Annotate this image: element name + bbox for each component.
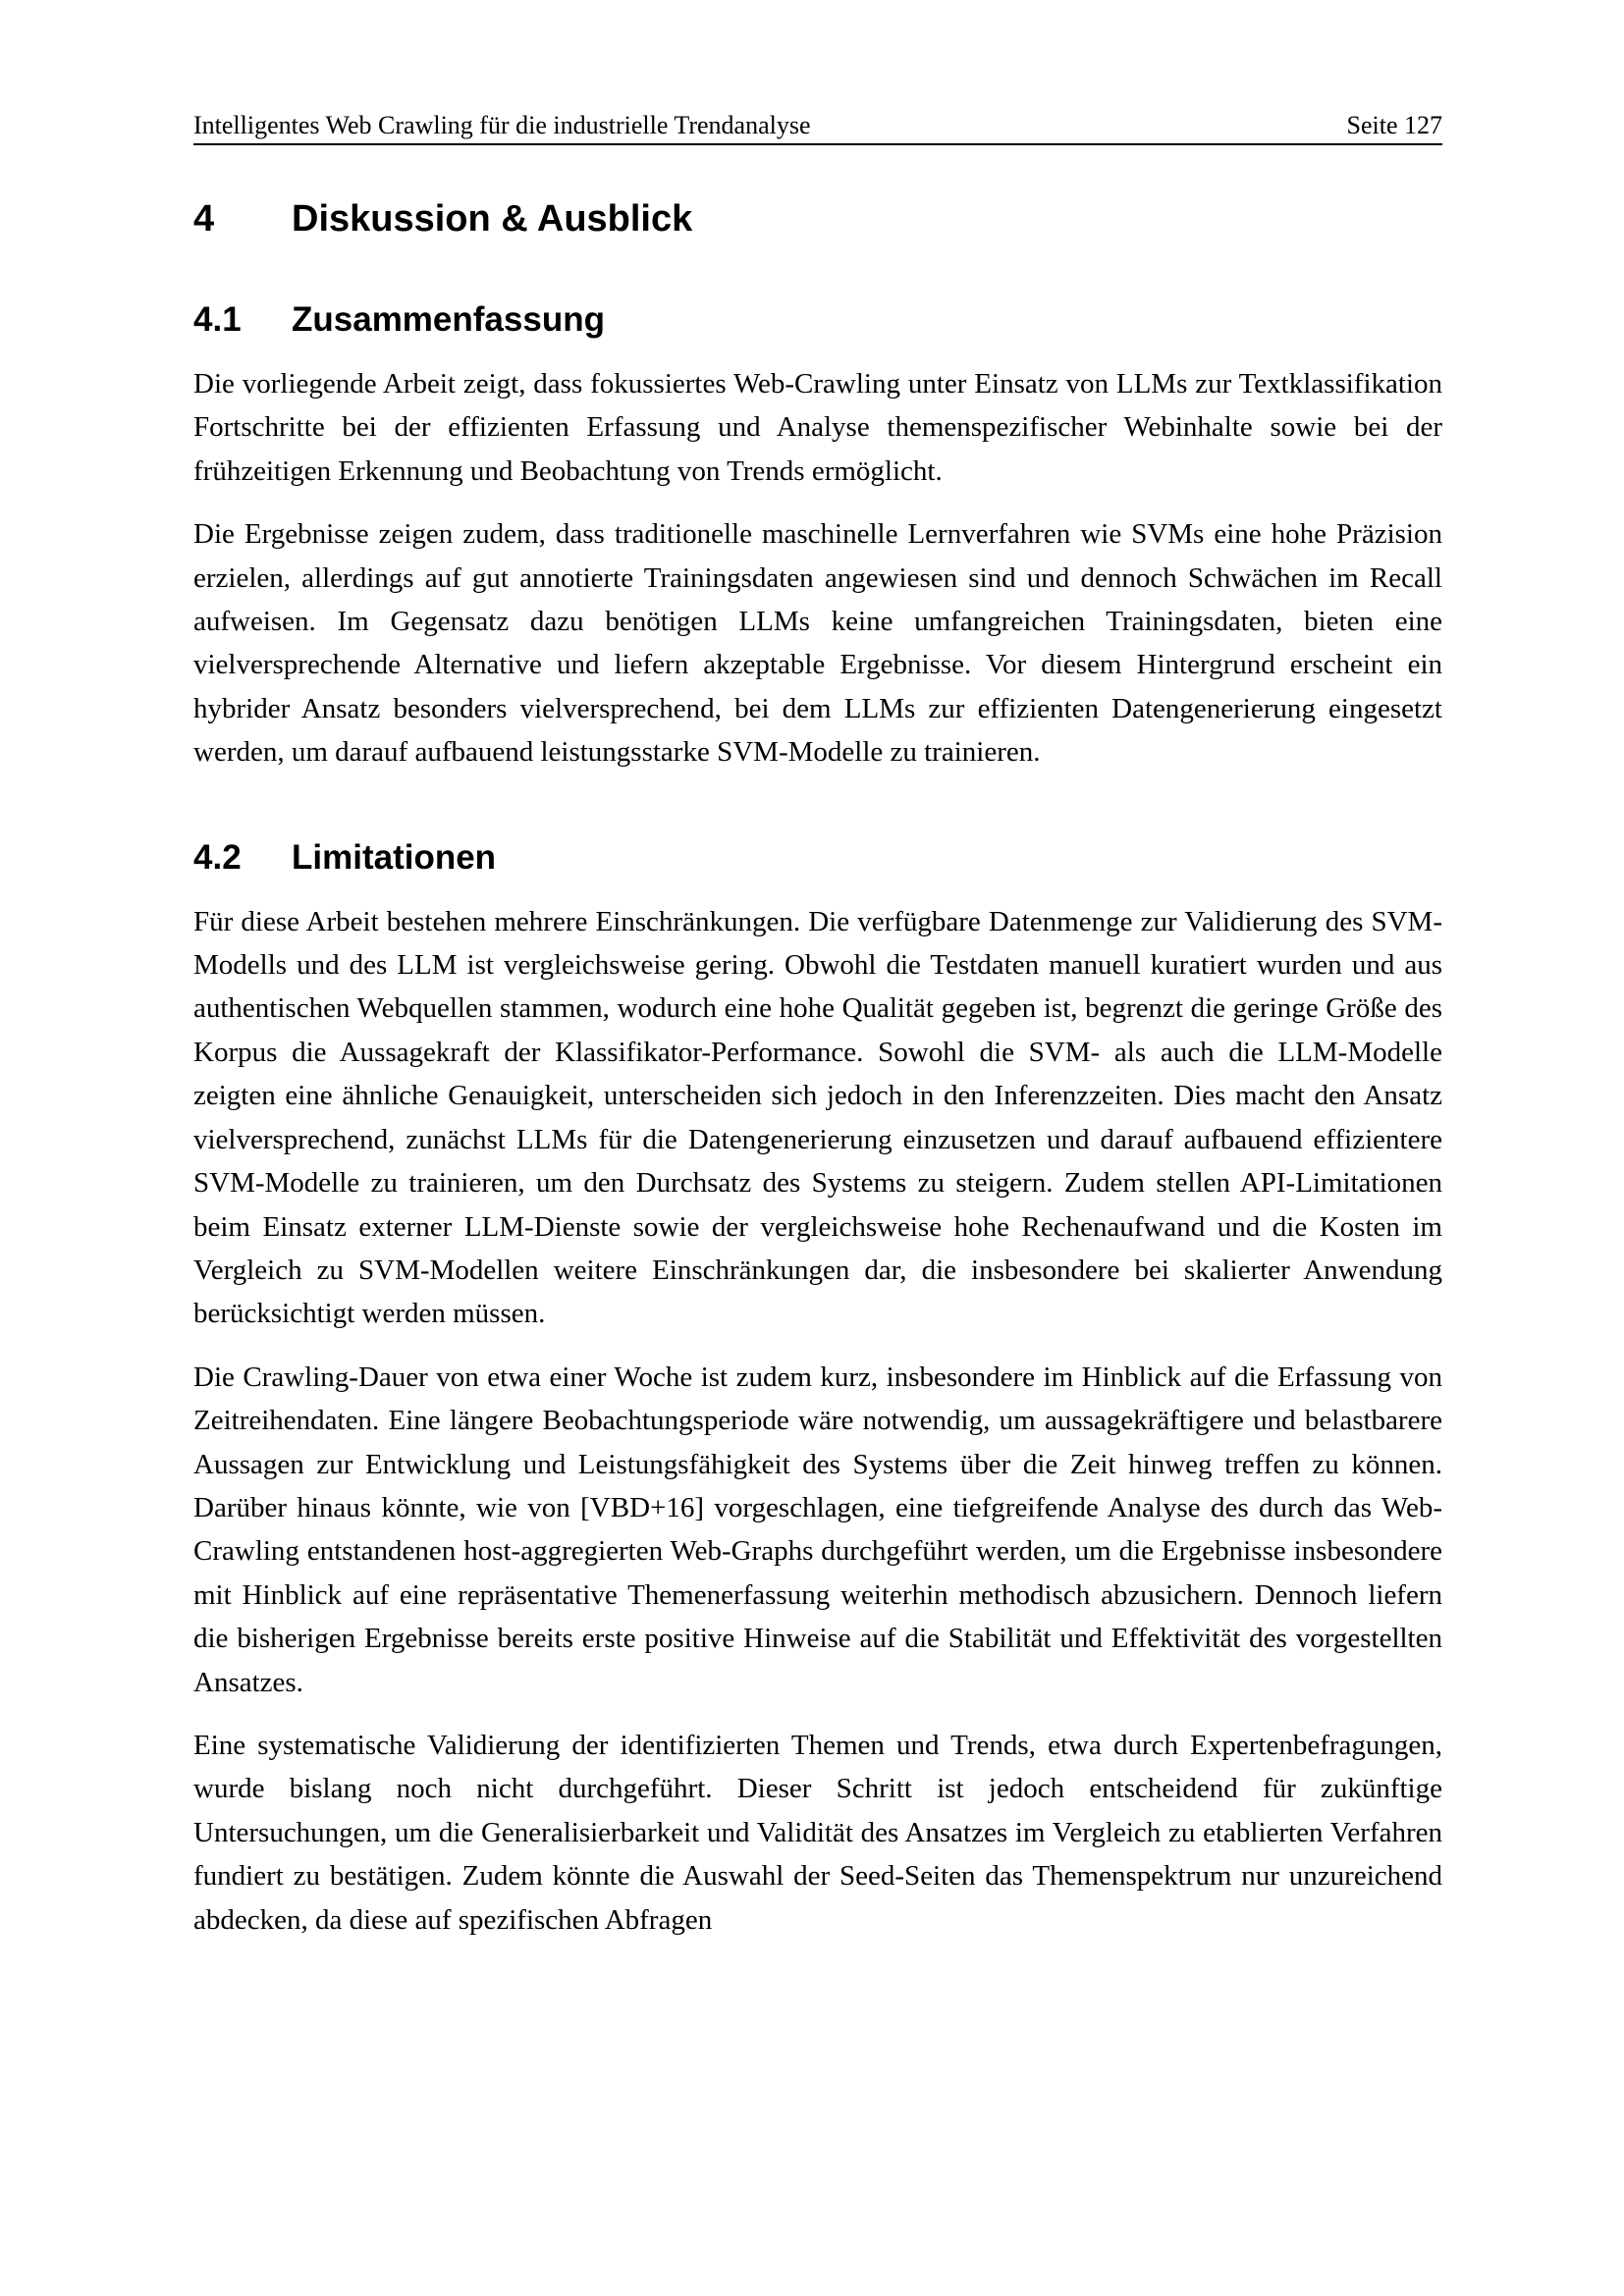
chapter-number: 4 [193,198,215,240]
paragraph: Eine systematische Validierung der identifizierten Themen und Trends, etwa durch Expertenbefragungen, wurde bislang noch nicht durchgeführt. Dieser Schritt ist jedoch entscheidend für zukünftige Untersuchungen, um die Generalisierbarkeit und Validität des Ansatzes im Vergleich zu etablierten Verfahren fundiert zu bestätigen. Zudem könnte die Auswahl der Seed-Seiten das Themenspektrum nur unzureichend abdecken, da diese auf spezifischen Abfragen [193,1729,1442,1936]
section-heading [193,297,1442,343]
section-zusammenfassung [193,297,1442,774]
chapter-heading [193,194,1442,243]
section-title: Zusammenfassung [292,300,605,339]
section-title: Limitationen [292,837,497,877]
page-number: Seite 127 [1346,111,1442,139]
chapter-title: Diskussion & Ausblick [292,198,693,240]
running-header [193,110,1442,145]
running-title: Intelligentes Web Crawling für die industrielle Trendanalyse [193,111,811,139]
main-content [193,194,1442,1961]
paragraph: Für diese Arbeit bestehen mehrere Einschränkungen. Die verfügbare Datenmenge zur Validierung des SVM-Modells und des LLM ist vergleichsweise gering. Obwohl die Testdaten manuell kuratiert wurden und aus authentischen Webquellen stammen, wodurch eine hohe Qualität gegeben ist, begrenzt die geringe Größe des Korpus die Aussagekraft der Klassifikator-Performance. Sowohl die SVM- als auch die LLM-Modelle zeigten eine ähnliche Genauigkeit, unterscheiden sich jedoch in den Inferenzzeiten. Dies macht den Ansatz vielversprechend, zunächst LLMs für die Datengenerierung einzusetzen und darauf aufbauend effizientere SVM-Modelle zu trainieren, um den Durchsatz des Systems zu steigern. Zudem stellen API-Limitationen beim Einsatz externer LLM-Dienste sowie der vergleichsweise hohe Rechenaufwand und die Kosten im Vergleich zu SVM-Modellen weitere Einschränkungen dar, die insbesondere bei skalierter Anwendung berücksichtigt werden müssen. [193,905,1442,1330]
paragraph: Die vorliegende Arbeit zeigt, dass fokussiertes Web-Crawling unter Einsatz von LLMs zur Textklassifikation Fortschritte bei der effizienten Erfassung und Analyse themenspezifischer Webinhalte sowie bei der frühzeitigen Erkennung und Beobachtung von Trends ermöglicht. [193,368,1442,487]
section-number: 4.1 [193,300,242,339]
paragraph: Die Ergebnisse zeigen zudem, dass traditionelle maschinelle Lernverfahren wie SVMs eine hohe Präzision erzielen, allerdings auf gut annotierte Trainingsdaten angewiesen sind und dennoch Schwächen im Recall aufweisen. Im Gegensatz dazu benötigen LLMs keine umfangreichen Trainingsdaten, bieten eine vielversprechende Alternative und liefern akzeptable Ergebnisse. Vor diesem Hintergrund erscheint ein hybrider Ansatz besonders vielversprechend, bei dem LLMs zur effizienten Datengenerierung eingesetzt werden, um darauf aufbauend leistungsstarke SVM-Modelle zu trainieren. [193,518,1442,769]
section-heading [193,835,1442,881]
section-number: 4.2 [193,837,242,877]
paragraph: Die Crawling-Dauer von etwa einer Woche ist zudem kurz, insbesondere im Hinblick auf die Erfassung von Zeitreihendaten. Eine längere Beobachtungsperiode wäre notwendig, um aussagekräftigere und belastbarere Aussagen zur Entwicklung und Leistungsfähigkeit des Systems über die Zeit hinweg treffen zu können. Darüber hinaus könnte, wie von [VBD+16] vorgeschlagen, eine tiefgreifende Analyse des durch das Web-Crawling entstandenen host-aggregierten Web-Graphs durchgeführt werden, um die Ergebnisse insbesondere mit Hinblick auf eine repräsentative Themenerfassung weiterhin methodisch abzusichern. Dennoch liefern die bisherigen Ergebnisse bereits erste positive Hinweise auf die Stabilität und Effektivität des vorgestellten Ansatzes. [193,1361,1442,1698]
section-limitationen [193,835,1442,1942]
